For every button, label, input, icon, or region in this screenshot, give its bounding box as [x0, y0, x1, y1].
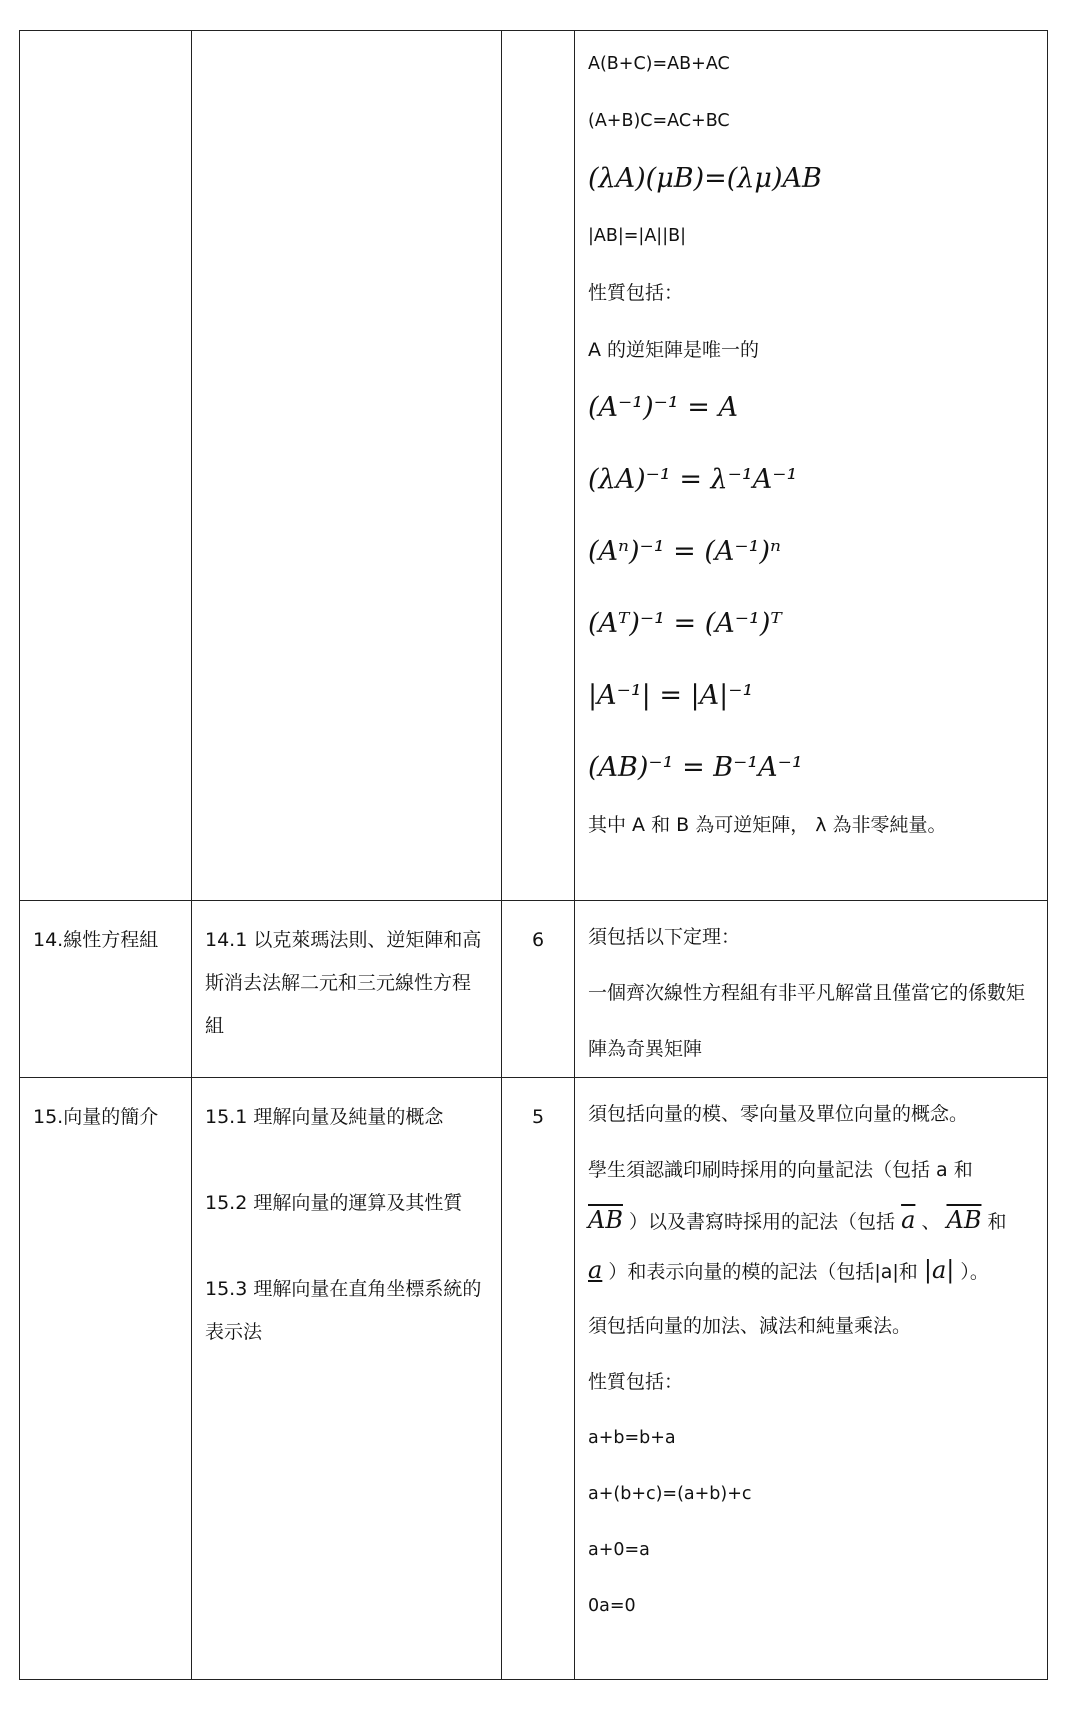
objectives-cell	[192, 31, 502, 901]
note-line: A(B+C)=AB+AC	[588, 54, 730, 74]
formula: (AB)⁻¹ = B⁻¹A⁻¹	[588, 752, 803, 783]
objectives-cell	[192, 1078, 502, 1680]
note-text: 和	[987, 1211, 1007, 1233]
table-row	[20, 901, 1048, 1078]
hours-cell: 6	[502, 901, 575, 1078]
vector-magnitude: |a|	[923, 1256, 955, 1284]
note-line: 性質包括：	[588, 282, 684, 304]
note-line: 須包括以下定理：	[588, 926, 741, 948]
hours-cell	[502, 31, 575, 901]
objectives-cell	[192, 901, 502, 1078]
objective: 14.1 以克萊瑪法則、逆矩陣和高斯消去法解二元和三元線性方程組	[205, 929, 482, 1037]
notes-cell	[575, 31, 1048, 901]
note-line: 須包括向量的模、零向量及單位向量的概念。	[588, 1103, 969, 1125]
note-line: A 的逆矩陣是唯一的	[588, 339, 760, 361]
vector-a-underarrow: a	[588, 1256, 603, 1284]
notes-cell	[575, 1078, 1048, 1680]
note-line: 性質包括：	[588, 1371, 684, 1393]
note-line: 0a=0	[588, 1596, 636, 1616]
formula: (λA)(μB)=(λμ)AB	[588, 163, 822, 194]
note-line: |AB|=|A||B|	[588, 226, 686, 246]
formula: (Aᵀ)⁻¹ = (A⁻¹)ᵀ	[588, 608, 782, 639]
note-text: ）。	[960, 1261, 989, 1283]
note-line: (A+B)C=AC+BC	[588, 111, 730, 131]
note-line: a+b=b+a	[588, 1428, 676, 1448]
note-line: 須包括向量的加法、減法和純量乘法。	[588, 1315, 912, 1337]
table-row	[20, 31, 1048, 901]
topic-cell: 15.向量的簡介	[20, 1078, 192, 1680]
vector-ab-arrow: $\overline{AB}$	[588, 1206, 623, 1234]
note-line: 學生須認識印刷時採用的向量記法（包括 a 和	[588, 1159, 973, 1181]
table-row	[20, 1078, 1048, 1680]
syllabus-table	[19, 30, 1048, 1680]
vector-ab-arrow: $\overline{AB}$	[946, 1206, 982, 1234]
vector-a-arrow: $\overline{a}$	[901, 1206, 916, 1234]
objective: 15.3 理解向量在直角坐標系統的表示法	[205, 1278, 482, 1343]
formula: (A⁻¹)⁻¹ = A	[588, 392, 739, 423]
formula: (Aⁿ)⁻¹ = (A⁻¹)ⁿ	[588, 536, 781, 567]
notes-cell	[575, 901, 1048, 1078]
note-line: a+(b+c)=(a+b)+c	[588, 1484, 752, 1504]
note-line: 一個齊次線性方程組有非平凡解當且僅當它的係數矩陣為奇異矩陣	[588, 982, 1026, 1060]
note-text: ）以及書寫時採用的記法（包括	[629, 1211, 896, 1233]
objective: 15.1 理解向量及純量的概念	[205, 1106, 444, 1128]
formula: |A⁻¹| = |A|⁻¹	[588, 680, 754, 711]
objective: 15.2 理解向量的運算及其性質	[205, 1192, 463, 1214]
note-text: 、	[921, 1211, 941, 1233]
note-line: 其中 A 和 B 為可逆矩陣， λ 為非零純量。	[588, 814, 947, 836]
note-text: ）和表示向量的模的記法（包括|a|和	[608, 1261, 918, 1283]
note-line: a+0=a	[588, 1540, 650, 1560]
topic-cell: 14.線性方程組	[20, 901, 192, 1078]
topic-cell	[20, 31, 192, 901]
hours-cell: 5	[502, 1078, 575, 1680]
formula: (λA)⁻¹ = λ⁻¹A⁻¹	[588, 464, 798, 495]
